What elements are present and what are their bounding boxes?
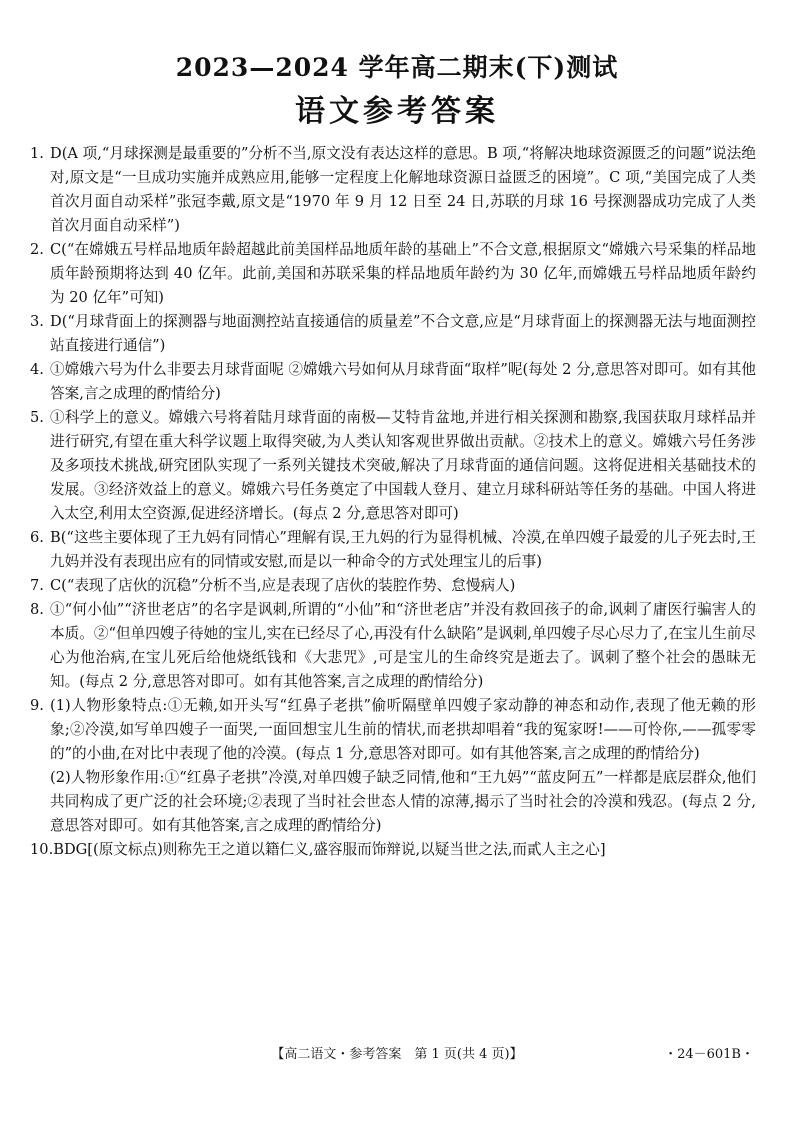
answer-number: 3.: [30, 313, 44, 330]
answer-text: ①嫦娥六号为什么非要去月球背面呢 ②嫦娥六号如何从月球背面“取样”呢(每处 2 分,意思答对即可。如有其他答案,言之成理的酌情给分): [50, 361, 756, 402]
footer-doc-code: ・24－601B・: [664, 1047, 754, 1062]
answer-text: D(“月球背面上的探测器与地面测控站直接通信的质量差”不合文意,应是“月球背面上的探测器无法与地面测控站直接进行通信”): [50, 313, 756, 354]
answer-item-1: [30, 142, 756, 238]
answer-item-4: [30, 358, 756, 406]
document-title: 2023—2024 学年高二期末(下)测试: [175, 53, 619, 82]
answer-text: D(A 项,“月球探测是最重要的”分析不当,原文没有表达这样的意思。B 项,“将解决地球资源匮乏的问题”说法绝对,原文是“一旦成功实施并成熟应用,能够一定程度上化解地球资源日益匮乏的困境”。C 项,“美国完成了人类首次月面自动采样”张冠李戴,原文是“1970 年 9 月 12 日至 24 日,苏联的月球 16 号探测器成功完成了人类首次月面自动采样”): [50, 145, 756, 234]
answer-item-9-part-2: (2)人物形象作用:①“红鼻子老拱”冷漠,对单四嫂子缺乏同情,他和“王九妈”“蓝皮阿五”一样都是底层群众,他们共同构成了更广泛的社会环境;②表现了当时社会世态人情的凉薄,揭示了当时社会的冷漠和残忍。(每点 2 分,意思答对即可。如有其他答案,言之成理的酌情给分): [50, 769, 756, 834]
answer-item-5: [30, 406, 756, 526]
answer-number: 10.: [30, 841, 54, 858]
document-subtitle: 语文参考答案: [295, 94, 499, 129]
answer-number: 2.: [30, 241, 44, 258]
answer-number: 1.: [30, 145, 44, 162]
answer-text: (1)人物形象特点:①无赖,如开头写“红鼻子老拱”偷听隔壁单四嫂子家动静的神态和动作,表现了他无赖的形象;②冷漠,如写单四嫂子一面哭,一面回想宝儿生前的情状,而老拱却唱着“我的冤家呀!——可怜你,——孤零零的”的小曲,在对比中表现了他的冷漠。(每点 1 分,意思答对即可。如有其他答案,言之成理的酌情给分): [50, 697, 756, 762]
answer-item-7: [30, 574, 756, 598]
answer-number: 9.: [30, 697, 44, 714]
answer-item-2: [30, 238, 756, 310]
answer-number: 5.: [30, 409, 44, 426]
answer-text: C(“在嫦娥五号样品地质年龄超越此前美国样品地质年龄的基础上”不合文意,根据原文“嫦娥六号采集的样品地质年龄预期将达到 40 亿年。此前,美国和苏联采集的样品地质年龄约为 30 亿年,而嫦娥五号样品地质年龄约为 20 亿年”可知): [50, 241, 756, 306]
answer-number: 4.: [30, 361, 44, 378]
answer-text: ①“何小仙”“济世老店”的名字是讽刺,所谓的“小仙”和“济世老店”并没有救回孩子的命,讽刺了庸医行骗害人的本质。②“但单四嫂子待她的宝儿,实在已经尽了心,再没有什么缺陷”是讽刺,单四嫂子尽心尽力了,在宝儿生前尽心为他治病,在宝儿死后给他烧纸钱和《大悲咒》,可是宝儿的生命终究是逝去了。讽刺了整个社会的愚昧无知。(每点 2 分,意思答对即可。如有其他答案,言之成理的酌情给分): [50, 601, 756, 690]
answer-text: B(“这些主要体现了王九妈有同情心”理解有误,王九妈的行为显得机械、冷漠,在单四嫂子最爱的儿子死去时,王九妈并没有表现出应有的同情或安慰,而是以一种命令的方式处理宝儿的后事): [50, 529, 756, 570]
answer-text: ①科学上的意义。嫦娥六号将着陆月球背面的南极—艾特肯盆地,并进行相关探测和勘察,我国获取月球样品并进行研究,有望在重大科学议题上取得突破,为人类认知客观世界做出贡献。②技术上的意义。嫦娥六号任务涉及多项技术挑战,研究团队实现了一系列关键技术突破,解决了月球背面的通信问题。这将促进相关基础技术的发展。③经济效益上的意义。嫦娥六号任务奠定了中国载人登月、建立月球科研站等任务的基础。中国人将进入太空,利用太空资源,促进经济增长。(每点 2 分,意思答对即可): [50, 409, 756, 522]
answer-item-3: [30, 310, 756, 358]
answer-text: BDG[(原文标点)则称先王之道以籍仁义,盛容服而饰辩说,以疑当世之法,而貳人主之心]: [53, 841, 606, 858]
answer-item-6: [30, 526, 756, 574]
answer-text: C(“表现了店伙的沉稳”分析不当,应是表现了店伙的装腔作势、怠慢病人): [50, 577, 516, 594]
answer-item-9: [30, 694, 756, 766]
answer-number: 8.: [30, 601, 44, 618]
answer-number: 6.: [30, 529, 44, 546]
answer-number: 7.: [30, 577, 44, 594]
answer-list: [30, 142, 756, 862]
answer-item-10: [30, 838, 756, 862]
answer-item-8: [30, 598, 756, 694]
footer-page-info: 【高二语文・参考答案 第 1 页(共 4 页)】: [271, 1047, 523, 1062]
